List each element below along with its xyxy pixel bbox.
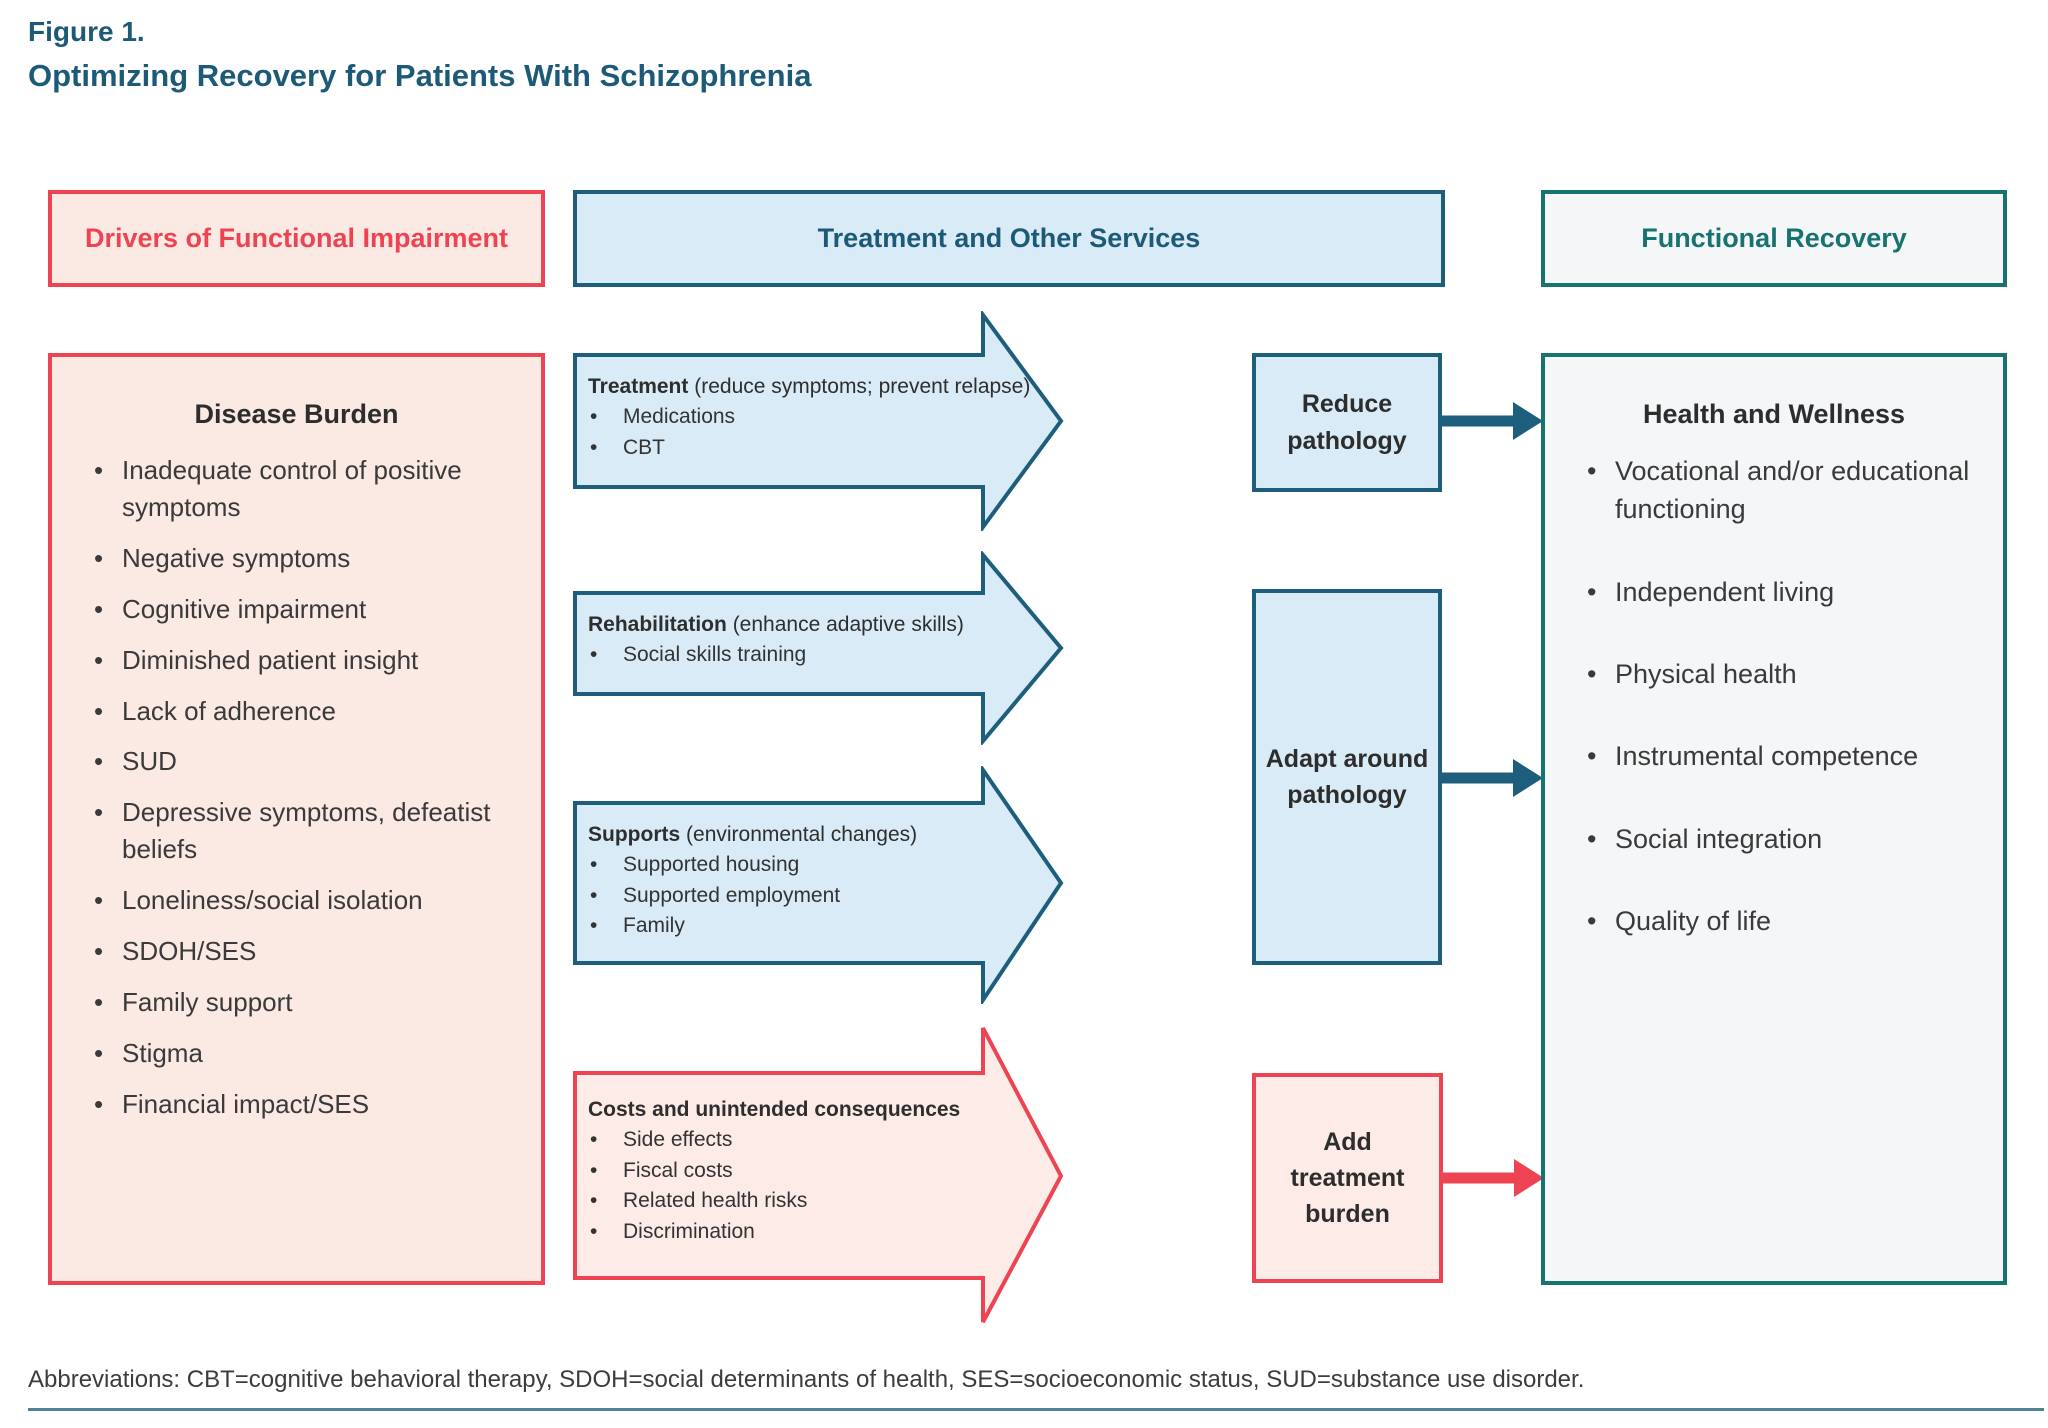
health-wellness-item: • Independent living	[1583, 573, 1985, 611]
supports-arrow-heading: Supports (environmental changes)	[588, 823, 918, 846]
health-wellness-item: • Instrumental competence	[1583, 737, 1985, 775]
treatment-arrow-text	[588, 372, 1048, 463]
costs-arrow-item: • Discrimination	[588, 1217, 1048, 1247]
health-wellness-item: • Vocational and/or educational functioning	[1583, 452, 1985, 529]
treatment-arrow-heading: Treatment (reduce symptoms; prevent relapse)	[588, 375, 1031, 398]
treatment-arrow-item: • CBT	[588, 433, 1048, 463]
column-header-recovery-label: Functional Recovery	[1641, 223, 1907, 254]
column-header-recovery	[1541, 190, 2007, 287]
disease-burden-item: • SUD	[90, 743, 523, 780]
disease-burden-item: • Loneliness/social isolation	[90, 882, 523, 919]
health-wellness-box	[1541, 353, 2007, 1285]
rehabilitation-arrow-item: • Social skills training	[588, 640, 1048, 670]
adapt-around-pathology-label: Adapt around pathology	[1265, 744, 1429, 809]
column-header-drivers-label: Drivers of Functional Impairment	[84, 223, 509, 254]
adapt-around-pathology-connector-arrow	[1441, 756, 1545, 800]
supports-arrow-text	[588, 820, 1048, 942]
figure-label: Figure 1.	[28, 16, 145, 47]
rehabilitation-arrow-text	[588, 610, 1048, 671]
footer-rule	[28, 1408, 2044, 1411]
disease-burden-item: • Financial impact/SES	[90, 1086, 523, 1123]
health-wellness-item: • Social integration	[1583, 820, 1985, 858]
reduce-pathology-label: Reduce pathology	[1287, 390, 1407, 455]
disease-burden-item: • Stigma	[90, 1035, 523, 1072]
adapt-around-pathology-box	[1252, 589, 1442, 965]
supports-arrow-item: • Family	[588, 911, 1048, 941]
disease-burden-item: • Inadequate control of positive symptoms	[90, 452, 523, 526]
disease-burden-item: • Negative symptoms	[90, 540, 523, 577]
disease-burden-item: • Diminished patient insight	[90, 642, 523, 679]
add-treatment-burden-label: Add treatment burden	[1290, 1127, 1405, 1229]
column-header-treatment-label: Treatment and Other Services	[817, 223, 1201, 254]
disease-burden-item: • Family support	[90, 984, 523, 1021]
supports-arrow-item: • Supported employment	[588, 881, 1048, 911]
health-wellness-item: • Quality of life	[1583, 902, 1985, 940]
treatment-arrow-item: • Medications	[588, 402, 1048, 432]
column-header-drivers	[48, 190, 545, 287]
disease-burden-list	[52, 452, 541, 1123]
costs-arrow-heading: Costs and unintended consequences	[588, 1098, 961, 1121]
costs-arrow-text	[588, 1095, 1048, 1247]
disease-burden-box	[48, 353, 545, 1285]
rehabilitation-arrow-heading: Rehabilitation (enhance adaptive skills)	[588, 613, 964, 636]
health-wellness-list	[1545, 452, 2003, 940]
reduce-pathology-box	[1252, 353, 1442, 492]
add-treatment-burden-box	[1252, 1073, 1443, 1283]
reduce-pathology-connector-arrow	[1441, 399, 1545, 443]
costs-arrow-item: • Related health risks	[588, 1186, 1048, 1216]
disease-burden-item: • Lack of adherence	[90, 693, 523, 730]
disease-burden-item: • Depressive symptoms, defeatist beliefs	[90, 794, 523, 868]
figure-title: Optimizing Recovery for Patients With Schizophrenia	[28, 58, 812, 93]
column-header-treatment	[573, 190, 1445, 287]
abbreviations-note: Abbreviations: CBT=cognitive behavioral therapy, SDOH=social determinants of health, SES=socioeconomic status, SUD=substance use disorder.	[28, 1366, 1585, 1393]
health-wellness-item: • Physical health	[1583, 655, 1985, 693]
disease-burden-heading: Disease Burden	[194, 399, 399, 429]
health-wellness-heading: Health and Wellness	[1642, 399, 1906, 429]
disease-burden-item: • SDOH/SES	[90, 933, 523, 970]
supports-arrow-item: • Supported housing	[588, 850, 1048, 880]
costs-arrow-item: • Fiscal costs	[588, 1156, 1048, 1186]
add-treatment-burden-connector-arrow	[1442, 1156, 1546, 1200]
disease-burden-item: • Cognitive impairment	[90, 591, 523, 628]
costs-arrow-item: • Side effects	[588, 1125, 1048, 1155]
